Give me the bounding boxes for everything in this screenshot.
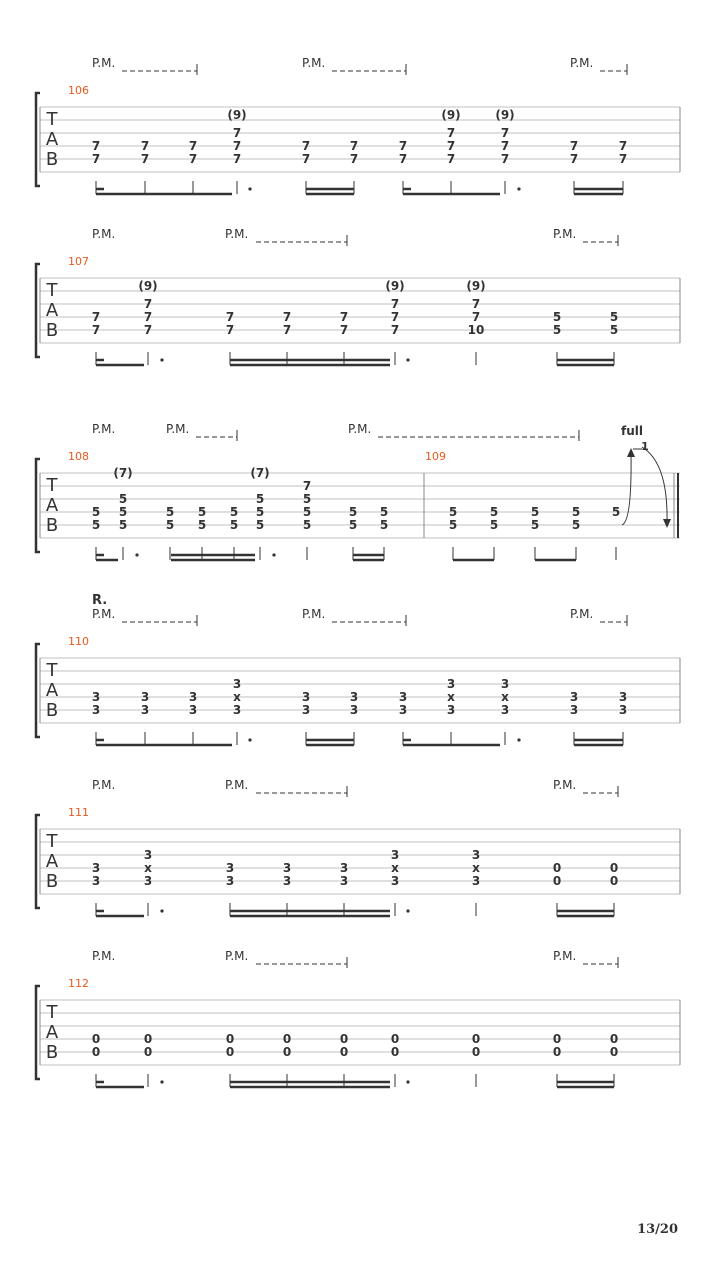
fret-number: 3 [232, 703, 242, 717]
fret-number: x [472, 861, 480, 875]
fret-number: 0 [552, 874, 562, 888]
fret-number: x [391, 861, 399, 875]
fret-number: 7 [143, 323, 153, 337]
fret-number: 5 [348, 518, 358, 532]
fret-number: 5 [229, 518, 239, 532]
palm-mute-label: P.M. [92, 227, 116, 241]
fret-number: 5 [255, 492, 265, 506]
tab-letter-t: T [46, 109, 58, 130]
fret-number: 7 [500, 152, 510, 166]
fret-number: 7 [91, 310, 101, 324]
fret-number: 3 [390, 874, 400, 888]
fret-number: x [447, 690, 455, 704]
fret-number: x [501, 690, 509, 704]
dot [272, 553, 275, 556]
palm-mute-label: P.M. [225, 227, 249, 241]
fret-number: 7 [446, 126, 456, 140]
fret-number: 0 [552, 1045, 562, 1059]
fret-number: 5 [255, 505, 265, 519]
dot [517, 187, 520, 190]
fret-number: 5 [571, 505, 581, 519]
fret-number: 0 [225, 1032, 235, 1046]
fret-number: 7 [398, 152, 408, 166]
fret-number: 7 [618, 152, 628, 166]
fret-number: 5 [229, 505, 239, 519]
fret-number: 5 [302, 492, 312, 506]
tab-letter-a: A [45, 300, 59, 321]
ghost-note: (9) [466, 279, 486, 293]
fret-number: 7 [390, 310, 400, 324]
palm-mute-label: P.M. [92, 422, 116, 436]
fret-number: 5 [197, 505, 207, 519]
fret-number: 7 [91, 139, 101, 153]
fret-number: 3 [188, 703, 198, 717]
fret-number: 3 [569, 703, 579, 717]
fret-number: 3 [471, 874, 481, 888]
fret-number: 7 [232, 139, 242, 153]
palm-mute-label: P.M. [302, 56, 326, 70]
fret-number: 3 [339, 874, 349, 888]
fret-number: 7 [301, 139, 311, 153]
tab-letter-a: A [45, 851, 59, 872]
fret-number: 0 [339, 1032, 349, 1046]
fret-number: 0 [143, 1045, 153, 1059]
fret-number: 3 [91, 861, 101, 875]
fret-number: 5 [552, 323, 562, 337]
dot [406, 1080, 409, 1083]
fret-number: 0 [552, 1032, 562, 1046]
fret-number: 7 [140, 152, 150, 166]
fret-number: 5 [118, 492, 128, 506]
fret-number: 7 [569, 139, 579, 153]
tab-letter-t: T [46, 1002, 58, 1023]
fret-number: 3 [398, 703, 408, 717]
tab-letter-a: A [45, 495, 59, 516]
fret-number: 3 [349, 703, 359, 717]
fret-number: 3 [339, 861, 349, 875]
palm-mute-label: P.M. [92, 56, 116, 70]
tab-letter-t: T [46, 280, 58, 301]
fret-number: 0 [471, 1045, 481, 1059]
palm-mute-label: P.M. [225, 949, 249, 963]
bend-curve [622, 453, 631, 525]
fret-number: 7 [232, 152, 242, 166]
palm-mute-label: P.M. [302, 607, 326, 621]
fret-number: 7 [225, 323, 235, 337]
fret-number: 5 [552, 310, 562, 324]
fret-number: 5 [348, 505, 358, 519]
tab-letter-t: T [46, 475, 58, 496]
fret-number: 3 [618, 690, 628, 704]
fret-number: 5 [118, 505, 128, 519]
fret-number: 5 [609, 310, 619, 324]
fret-number: 7 [500, 139, 510, 153]
fret-number: 7 [339, 323, 349, 337]
fret-number: 7 [232, 126, 242, 140]
fret-number: 5 [379, 518, 389, 532]
bar-number: 108 [68, 450, 89, 463]
tab-letter-b: B [45, 871, 59, 892]
fret-number: 0 [282, 1032, 292, 1046]
tab-letter-a: A [45, 129, 59, 150]
fret-number: 3 [390, 848, 400, 862]
dot [248, 738, 251, 741]
dot [160, 909, 163, 912]
fret-number: 3 [301, 690, 311, 704]
tab-letter-b: B [45, 149, 59, 170]
tab-letter-a: A [45, 1022, 59, 1043]
fret-number: 3 [188, 690, 198, 704]
dot [160, 358, 163, 361]
fret-number: 7 [302, 479, 312, 493]
bar-number: 111 [68, 806, 89, 819]
fret-number: 7 [618, 139, 628, 153]
palm-mute-label: P.M. [553, 949, 577, 963]
bar-number: 110 [68, 635, 89, 648]
fret-number: 7 [91, 152, 101, 166]
fret-number: 3 [398, 690, 408, 704]
fret-number: 0 [282, 1045, 292, 1059]
fret-number: 3 [143, 848, 153, 862]
tab-letter-a: A [45, 680, 59, 701]
tab-letter-b: B [45, 515, 59, 536]
fret-number: 3 [91, 690, 101, 704]
ghost-note: (9) [495, 108, 515, 122]
fret-number: 7 [188, 139, 198, 153]
fret-number: 0 [609, 1032, 619, 1046]
tab-letter-t: T [46, 831, 58, 852]
fret-number: 0 [91, 1032, 101, 1046]
bar-number: 109 [425, 450, 446, 463]
fret-number: 5 [609, 323, 619, 337]
fret-number: 0 [552, 861, 562, 875]
system-bracket [36, 459, 40, 552]
fret-number: 3 [91, 874, 101, 888]
ghost-note: (7) [113, 466, 133, 480]
system-bracket [36, 986, 40, 1079]
palm-mute-label: P.M. [92, 778, 116, 792]
fret-number: 3 [143, 874, 153, 888]
fret-number: 7 [569, 152, 579, 166]
fret-number: 7 [398, 139, 408, 153]
ghost-note: (9) [227, 108, 247, 122]
fret-number: 5 [302, 505, 312, 519]
tab-letter-b: B [45, 1042, 59, 1063]
fret-number: 5 [165, 518, 175, 532]
release-arrow [663, 519, 671, 528]
fret-number: 7 [390, 323, 400, 337]
page-indicator: 13/20 [637, 1222, 678, 1237]
tab-letter-b: B [45, 320, 59, 341]
fret-number: 0 [609, 861, 619, 875]
dot [406, 358, 409, 361]
fret-number: 7 [140, 139, 150, 153]
fret-number: 5 [302, 518, 312, 532]
bar-number: 107 [68, 255, 89, 268]
fret-number: 7 [143, 297, 153, 311]
tab-letter-b: B [45, 700, 59, 721]
fret-number: 3 [225, 874, 235, 888]
dot [406, 909, 409, 912]
system-bracket [36, 93, 40, 186]
dot [248, 187, 251, 190]
fret-number: 5 [489, 505, 499, 519]
fret-number: 5 [571, 518, 581, 532]
palm-mute-label: P.M. [348, 422, 372, 436]
fret-number: 3 [500, 703, 510, 717]
fret-number: 0 [609, 874, 619, 888]
fret-number: 0 [390, 1032, 400, 1046]
ghost-note: (9) [441, 108, 461, 122]
palm-mute-label: P.M. [570, 607, 594, 621]
fret-number: 0 [390, 1045, 400, 1059]
fret-number: 3 [349, 690, 359, 704]
fret-number: 0 [225, 1045, 235, 1059]
tab-letter-t: T [46, 660, 58, 681]
fret-number: 0 [91, 1045, 101, 1059]
release-curve [642, 447, 667, 521]
fret-number: 0 [471, 1032, 481, 1046]
fret-number: 5 [530, 505, 540, 519]
fret-number: 7 [339, 310, 349, 324]
fret-number: 3 [232, 677, 242, 691]
ghost-note: (9) [385, 279, 405, 293]
fret-number: 3 [471, 848, 481, 862]
bend-amount: 1 [641, 440, 649, 453]
fret-number: 5 [165, 505, 175, 519]
dot [135, 553, 138, 556]
fret-number: 7 [225, 310, 235, 324]
fret-number: 3 [618, 703, 628, 717]
palm-mute-label: P.M. [92, 949, 116, 963]
fret-number: 5 [197, 518, 207, 532]
fret-number: 5 [91, 518, 101, 532]
fret-number: 3 [446, 677, 456, 691]
fret-number: 7 [349, 139, 359, 153]
fret-number: 5 [448, 518, 458, 532]
fret-number: 7 [500, 126, 510, 140]
fret-number: x [233, 690, 241, 704]
dot [160, 1080, 163, 1083]
fret-number: 7 [301, 152, 311, 166]
palm-mute-label: P.M. [166, 422, 190, 436]
bar-number: 106 [68, 84, 89, 97]
fret-number: 0 [609, 1045, 619, 1059]
fret-number: 3 [225, 861, 235, 875]
release-marker: R. [92, 593, 108, 608]
fret-number: 7 [91, 323, 101, 337]
dot [517, 738, 520, 741]
fret-number: 3 [140, 703, 150, 717]
fret-number: 5 [611, 505, 621, 519]
fret-number: 0 [143, 1032, 153, 1046]
fret-number: 7 [188, 152, 198, 166]
fret-number: 0 [339, 1045, 349, 1059]
fret-number: 3 [140, 690, 150, 704]
ghost-note: (9) [138, 279, 158, 293]
fret-number: 3 [91, 703, 101, 717]
system-bracket [36, 264, 40, 357]
system-bracket [36, 815, 40, 908]
palm-mute-label: P.M. [92, 607, 116, 621]
fret-number: 3 [282, 874, 292, 888]
fret-number: 10 [467, 323, 485, 337]
fret-number: 7 [282, 323, 292, 337]
fret-number: 3 [282, 861, 292, 875]
fret-number: 5 [118, 518, 128, 532]
palm-mute-label: P.M. [225, 778, 249, 792]
fret-number: 5 [379, 505, 389, 519]
ghost-note: (7) [250, 466, 270, 480]
fret-number: 7 [471, 297, 481, 311]
fret-number: 7 [471, 310, 481, 324]
fret-number: x [144, 861, 152, 875]
fret-number: 5 [448, 505, 458, 519]
fret-number: 7 [282, 310, 292, 324]
fret-number: 5 [91, 505, 101, 519]
fret-number: 7 [446, 139, 456, 153]
fret-number: 7 [143, 310, 153, 324]
fret-number: 7 [390, 297, 400, 311]
palm-mute-label: P.M. [570, 56, 594, 70]
fret-number: 3 [500, 677, 510, 691]
fret-number: 3 [446, 703, 456, 717]
fret-number: 5 [530, 518, 540, 532]
fret-number: 3 [301, 703, 311, 717]
palm-mute-label: P.M. [553, 778, 577, 792]
fret-number: 7 [349, 152, 359, 166]
fret-number: 3 [569, 690, 579, 704]
palm-mute-label: P.M. [553, 227, 577, 241]
fret-number: 5 [489, 518, 499, 532]
fret-number: 5 [255, 518, 265, 532]
fret-number: 7 [446, 152, 456, 166]
bend-label: full [621, 424, 643, 438]
bar-number: 112 [68, 977, 89, 990]
system-bracket [36, 644, 40, 737]
